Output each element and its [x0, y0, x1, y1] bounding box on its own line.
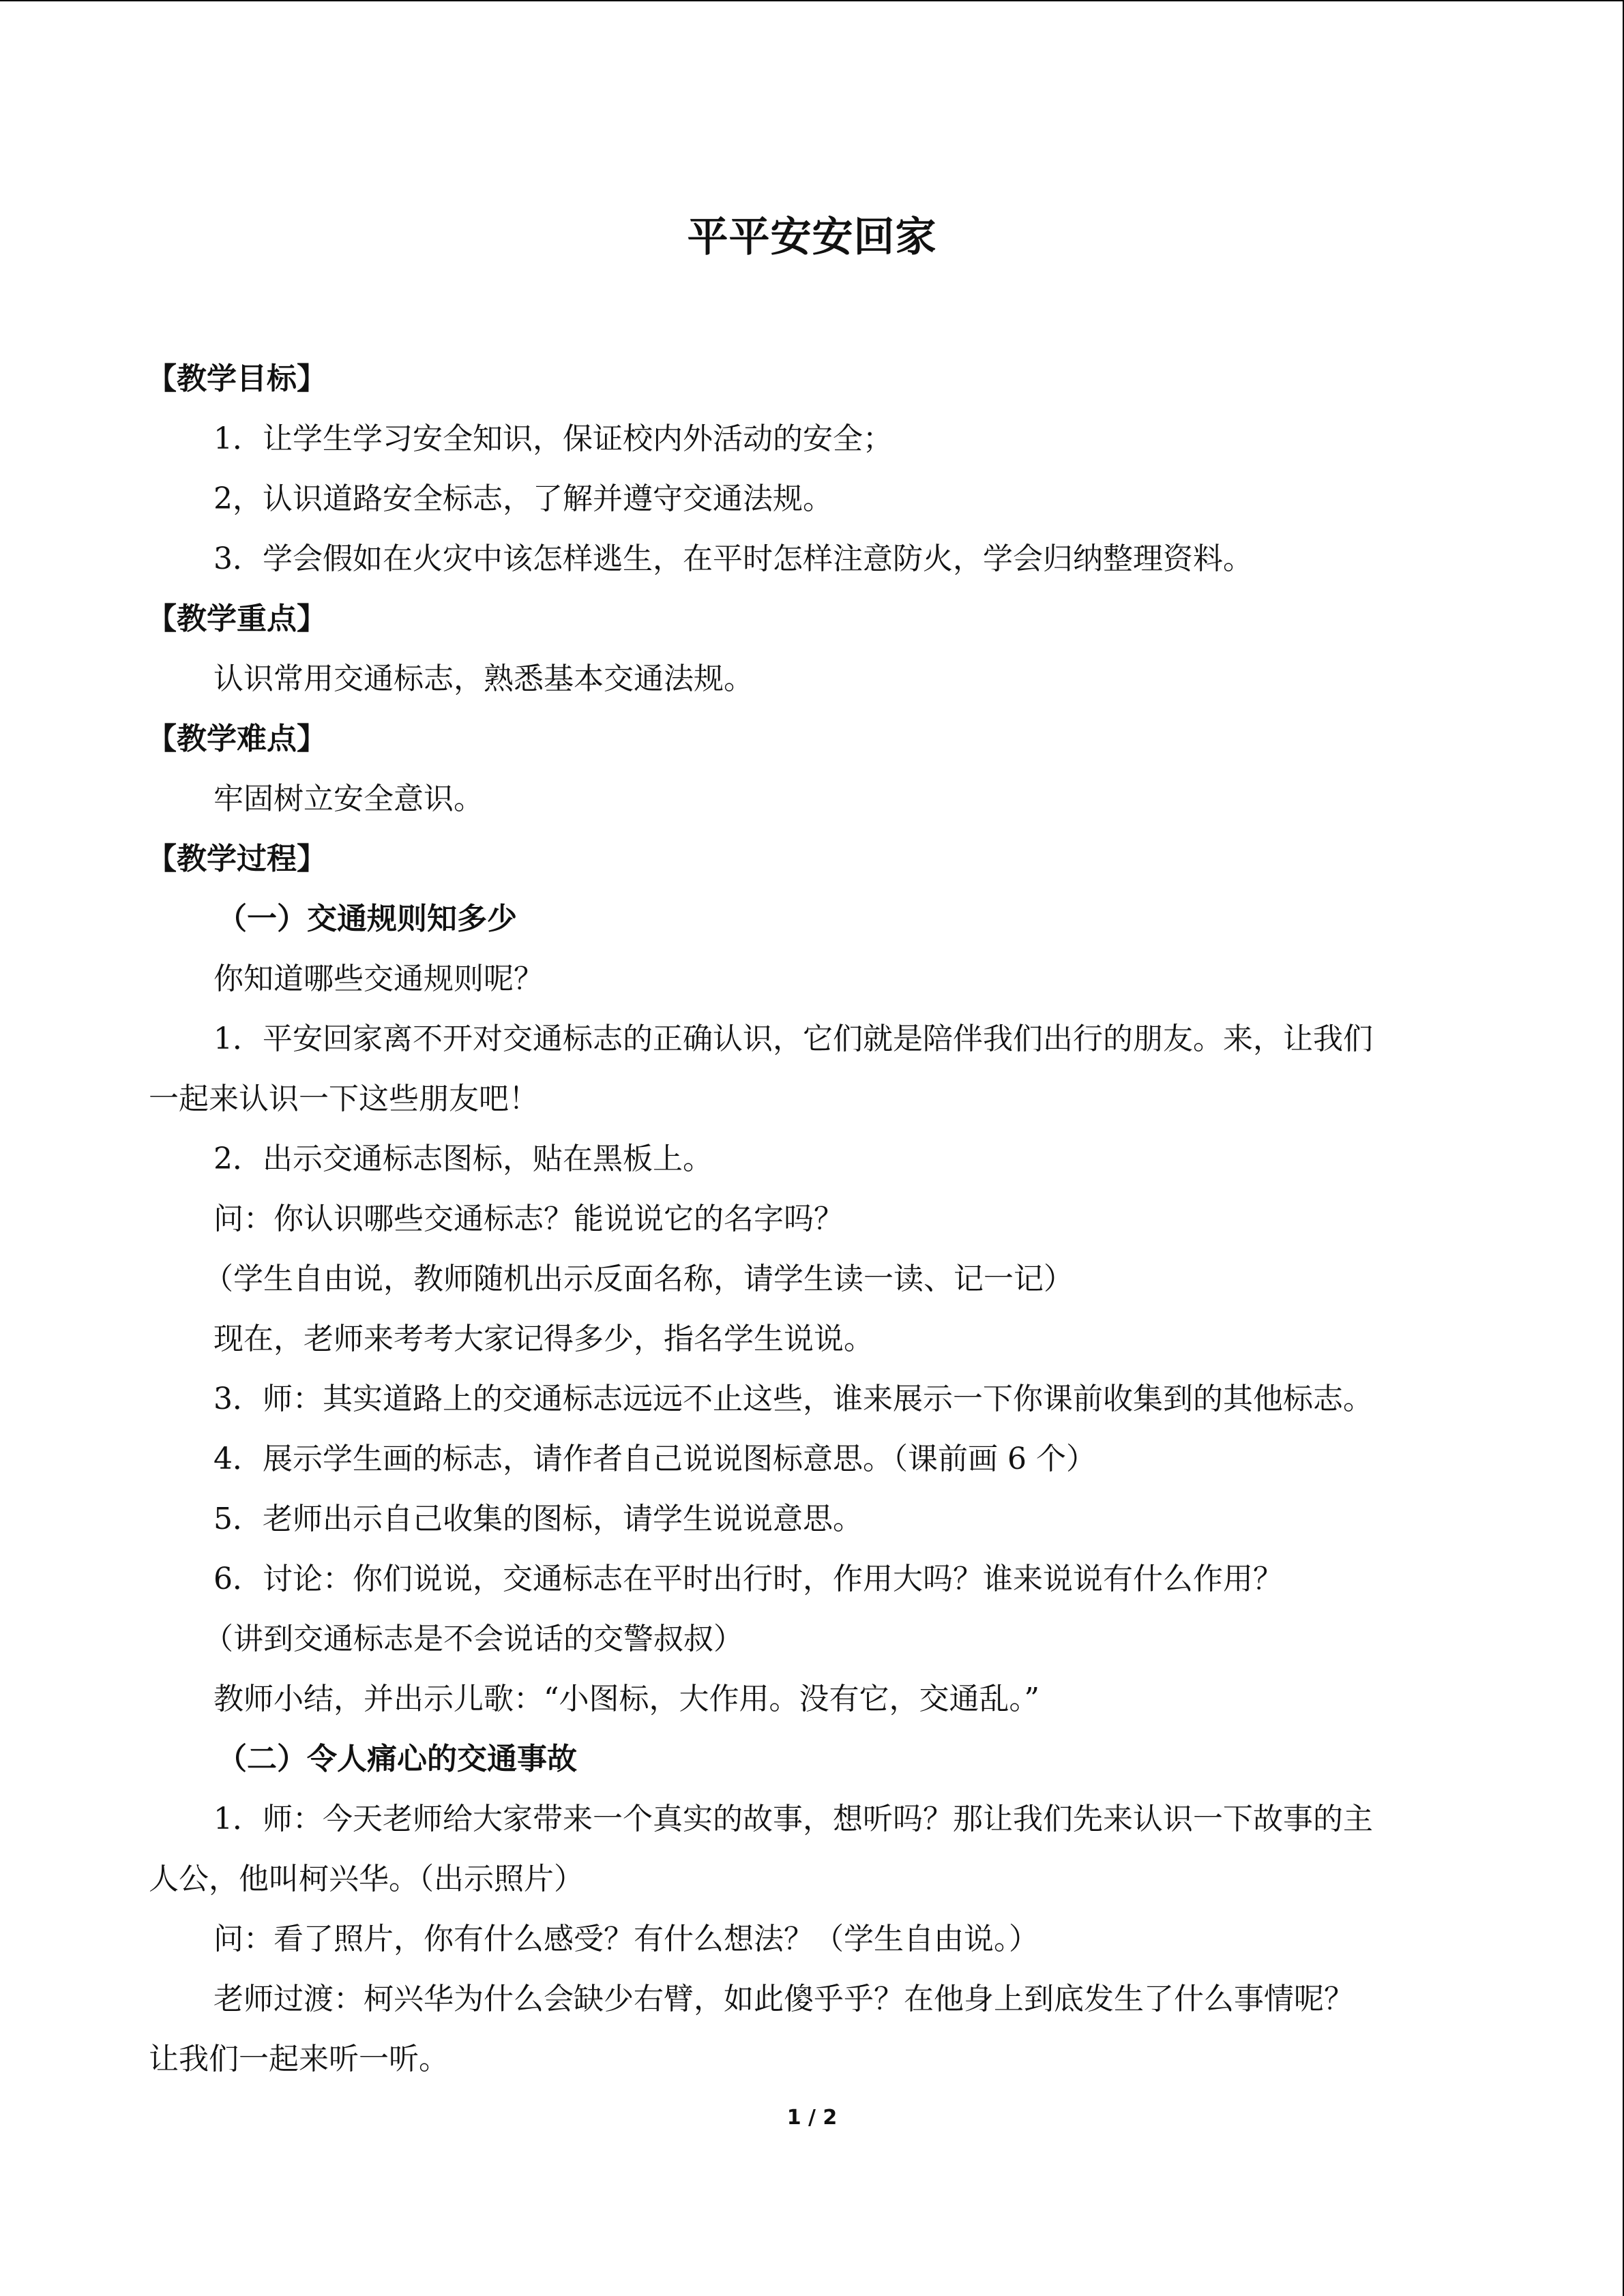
paragraph: 你知道哪些交通规则呢？	[213, 961, 544, 996]
paragraph: 现在，老师来考考大家记得多少，指名学生说说。	[213, 1322, 874, 1356]
paragraph: 牢固树立安全意识。	[213, 781, 484, 816]
paragraph: 教师小结，并出示儿歌：“小图标，大作用。没有它，交通乱。”	[213, 1682, 1039, 1716]
paragraph: 6．讨论：你们说说，交通标志在平时出行时，作用大吗？谁来说说有什么作用？	[213, 1562, 1283, 1596]
paragraph: 4．展示学生画的标志，请作者自己说说图标意思。（课前画 6 个）	[213, 1442, 1096, 1476]
paragraph: 问：看了照片，你有什么感受？有什么想法？（学生自由说。）	[213, 1922, 1039, 1956]
paragraph: 问：你认识哪些交通标志？能说说它的名字吗？	[213, 1202, 844, 1236]
paragraph: 1．让学生学习安全知识，保证校内外活动的安全；	[213, 421, 893, 456]
section-heading-goals: 【教学目标】	[147, 361, 327, 396]
paragraph: 1．师：今天老师给大家带来一个真实的故事，想听吗？那让我们先来认识一下故事的主	[213, 1802, 1373, 1836]
section-heading-key-points: 【教学重点】	[147, 601, 327, 636]
paragraph: 3．师：其实道路上的交通标志远远不止这些，谁来展示一下你课前收集到的其他标志。	[213, 1382, 1373, 1416]
section-heading-process: 【教学过程】	[147, 841, 327, 876]
paragraph: 3．学会假如在火灾中该怎样逃生，在平时怎样注意防火，学会归纳整理资料。	[213, 541, 1253, 576]
subsection-heading-traffic-rules: （一）交通规则知多少	[217, 901, 517, 936]
paragraph-continuation: 让我们一起来听一听。	[149, 2042, 449, 2076]
paragraph: 1．平安回家离不开对交通标志的正确认识，它们就是陪伴我们出行的朋友。来，让我们	[213, 1022, 1373, 1056]
paragraph: 认识常用交通标志，熟悉基本交通法规。	[213, 661, 754, 696]
paragraph-continuation: 一起来认识一下这些朋友吧！	[149, 1082, 539, 1116]
paragraph-note: （学生自由说，教师随机出示反面名称，请学生读一读、记一记）	[203, 1262, 1074, 1296]
paragraph: 5．老师出示自己收集的图标，请学生说说意思。	[213, 1502, 863, 1536]
paragraph: 2．出示交通标志图标，贴在黑板上。	[213, 1142, 713, 1176]
paragraph-note: （讲到交通标志是不会说话的交警叔叔）	[203, 1622, 743, 1656]
page-number: 1 / 2	[786, 2106, 838, 2130]
paragraph-continuation: 人公，他叫柯兴华。（出示照片）	[149, 1862, 584, 1896]
document-title: 平平安安回家	[687, 213, 937, 261]
section-heading-difficulties: 【教学难点】	[147, 721, 327, 756]
paragraph: 老师过渡：柯兴华为什么会缺少右臂，如此傻乎乎？在他身上到底发生了什么事情呢？	[213, 1982, 1354, 2016]
subsection-heading-accident: （二）令人痛心的交通事故	[217, 1742, 577, 1776]
paragraph: 2，认识道路安全标志，了解并遵守交通法规。	[213, 481, 833, 516]
